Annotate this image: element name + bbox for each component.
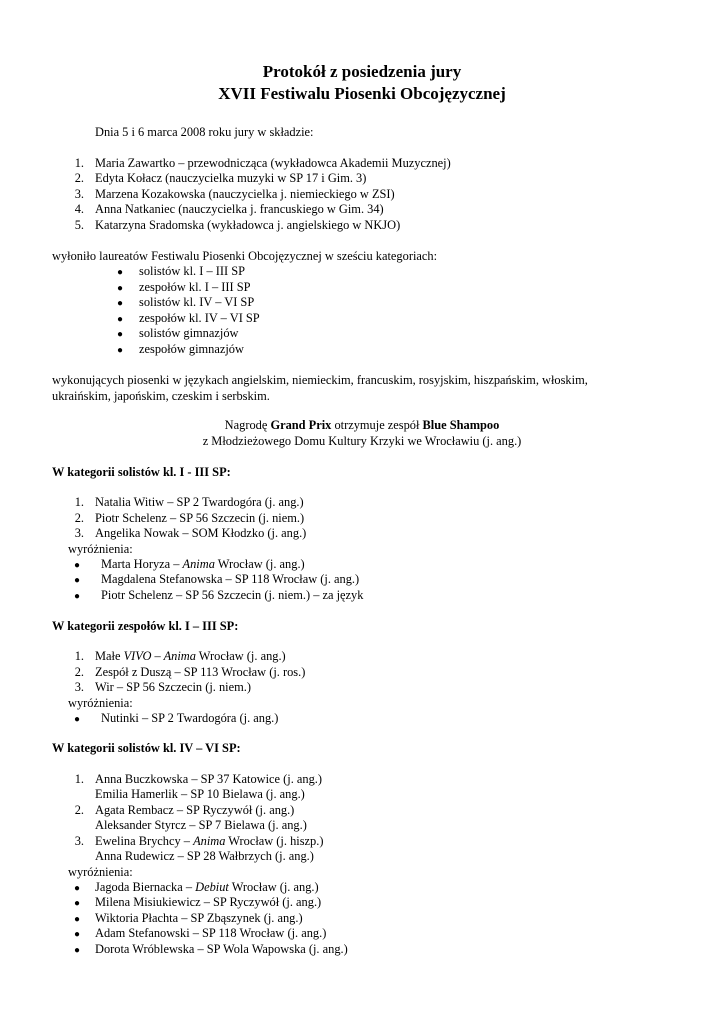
category-item: solistów kl. IV – VI SP — [139, 295, 255, 309]
bullet-icon: ● — [74, 883, 81, 894]
winner-item-extra: Emilia Hamerlik – SP 10 Bielawa (j. ang.) — [95, 787, 305, 801]
category-item: zespołów kl. I – III SP — [139, 280, 251, 294]
list-number: 4. — [74, 202, 84, 216]
list-number: 3. — [74, 834, 84, 848]
distinctions-label: wyróżnienia: — [68, 865, 133, 879]
grand-prix-band: Blue Shampoo — [422, 418, 500, 432]
distinction-item: Wiktoria Płachta – SP Zbąszynek (j. ang.) — [95, 911, 303, 925]
bullet-icon: ● — [117, 267, 124, 278]
winner-item: Małe VIVO – Anima Wrocław (j. ang.) — [95, 649, 286, 663]
section-heading: W kategorii solistów kl. I - III SP: — [52, 465, 231, 479]
winner-item-extra: Aleksander Styrcz – SP 7 Bielawa (j. ang.) — [95, 818, 307, 832]
winner-item: Agata Rembacz – SP Ryczywół (j. ang.) — [95, 803, 295, 817]
bullet-icon: ● — [117, 329, 124, 340]
distinctions-label: wyróżnienia: — [68, 542, 133, 556]
winner-item: Anna Buczkowska – SP 37 Katowice (j. ang.) — [95, 772, 322, 786]
bullet-icon: ● — [74, 591, 81, 602]
jury-member: Anna Natkaniec (nauczycielka j. francuskiego w Gim. 34) — [95, 202, 384, 216]
list-number: 2. — [74, 803, 84, 817]
bullet-icon: ● — [117, 345, 124, 356]
category-item: zespołów gimnazjów — [139, 342, 244, 356]
bullet-icon: ● — [117, 298, 124, 309]
distinction-item: Piotr Schelenz – SP 56 Szczecin (j. niem.) – za język — [101, 588, 364, 602]
document-title-line-2: XVII Festiwalu Piosenki Obcojęzycznej — [218, 84, 506, 103]
bullet-icon: ● — [74, 914, 81, 925]
section-heading: W kategorii zespołów kl. I – III SP: — [52, 619, 239, 633]
distinction-item: Nutinki – SP 2 Twardogóra (j. ang.) — [101, 711, 279, 725]
bullet-icon: ● — [117, 283, 124, 294]
list-number: 1. — [74, 772, 84, 786]
list-number: 3. — [74, 187, 84, 201]
languages-line-1: wykonujących piosenki w językach angielskim, niemieckim, francuskim, rosyjskim, hiszpańskim, włoskim, — [52, 373, 588, 387]
winner-item: Ewelina Brychcy – Anima Wrocław (j. hiszp.) — [95, 834, 324, 848]
jury-member: Katarzyna Sradomska (wykładowca j. angielskiego w NKJO) — [95, 218, 401, 232]
bullet-icon: ● — [117, 314, 124, 325]
winner-item-extra: Anna Rudewicz – SP 28 Wałbrzych (j. ang.) — [95, 849, 314, 863]
jury-member: Edyta Kołacz (nauczycielka muzyki w SP 17 i Gim. 3) — [95, 171, 367, 185]
distinction-item: Dorota Wróblewska – SP Wola Wapowska (j. ang.) — [95, 942, 348, 956]
list-number: 1. — [74, 495, 84, 509]
list-number: 1. — [74, 649, 84, 663]
bullet-icon: ● — [74, 898, 81, 909]
list-number: 2. — [74, 665, 84, 679]
grand-prix-award: Grand Prix — [270, 418, 332, 432]
selected-text: wyłoniło laureatów Festiwalu Piosenki Obcojęzycznej w sześciu kategoriach: — [52, 249, 438, 263]
bullet-icon: ● — [74, 560, 81, 571]
category-item: zespołów kl. IV – VI SP — [139, 311, 260, 325]
category-item: solistów gimnazjów — [139, 326, 239, 340]
bullet-icon: ● — [74, 929, 81, 940]
grand-prix-line-1: Nagrodę Grand Prix otrzymuje zespół Blue Shampoo — [224, 418, 500, 432]
jury-member: Maria Zawartko – przewodnicząca (wykładowca Akademii Muzycznej) — [95, 156, 451, 170]
list-number: 2. — [74, 171, 84, 185]
list-number: 2. — [74, 511, 84, 525]
winner-item: Piotr Schelenz – SP 56 Szczecin (j. niem.) — [95, 511, 305, 525]
languages-line-2: ukraińskim, japońskim, czeskim i serbskim. — [52, 389, 270, 403]
bullet-icon: ● — [74, 945, 81, 956]
intro-text: Dnia 5 i 6 marca 2008 roku jury w składzie: — [95, 125, 314, 139]
jury-member: Marzena Kozakowska (nauczycielka j. niemieckiego w ZSI) — [95, 187, 395, 201]
distinction-item: Adam Stefanowski – SP 118 Wrocław (j. ang.) — [95, 926, 327, 940]
category-item: solistów kl. I – III SP — [139, 264, 246, 278]
list-number: 3. — [74, 526, 84, 540]
distinction-item: Marta Horyza – Anima Wrocław (j. ang.) — [101, 557, 305, 571]
distinctions-label: wyróżnienia: — [68, 696, 133, 710]
winner-item: Zespół z Duszą – SP 113 Wrocław (j. ros.) — [95, 665, 306, 679]
bullet-icon: ● — [74, 575, 81, 586]
winner-item: Natalia Witiw – SP 2 Twardogóra (j. ang.) — [95, 495, 304, 509]
grand-prix-line-2: z Młodzieżowego Domu Kultury Krzyki we Wrocławiu (j. ang.) — [202, 434, 522, 448]
list-number: 5. — [74, 218, 84, 232]
distinction-item: Magdalena Stefanowska – SP 118 Wrocław (j. ang.) — [101, 572, 360, 586]
distinction-item: Jagoda Biernacka – Debiut Wrocław (j. ang.) — [95, 880, 319, 894]
list-number: 1. — [74, 156, 84, 170]
section-heading: W kategorii solistów kl. IV – VI SP: — [52, 741, 241, 755]
winner-item: Wir – SP 56 Szczecin (j. niem.) — [95, 680, 251, 694]
document-title-line-1: Protokół z posiedzenia jury — [262, 62, 462, 81]
winner-item: Angelika Nowak – SOM Kłodzko (j. ang.) — [95, 526, 307, 540]
bullet-icon: ● — [74, 714, 81, 725]
distinction-item: Milena Misiukiewicz – SP Ryczywół (j. ang.) — [95, 895, 322, 909]
list-number: 3. — [74, 680, 84, 694]
